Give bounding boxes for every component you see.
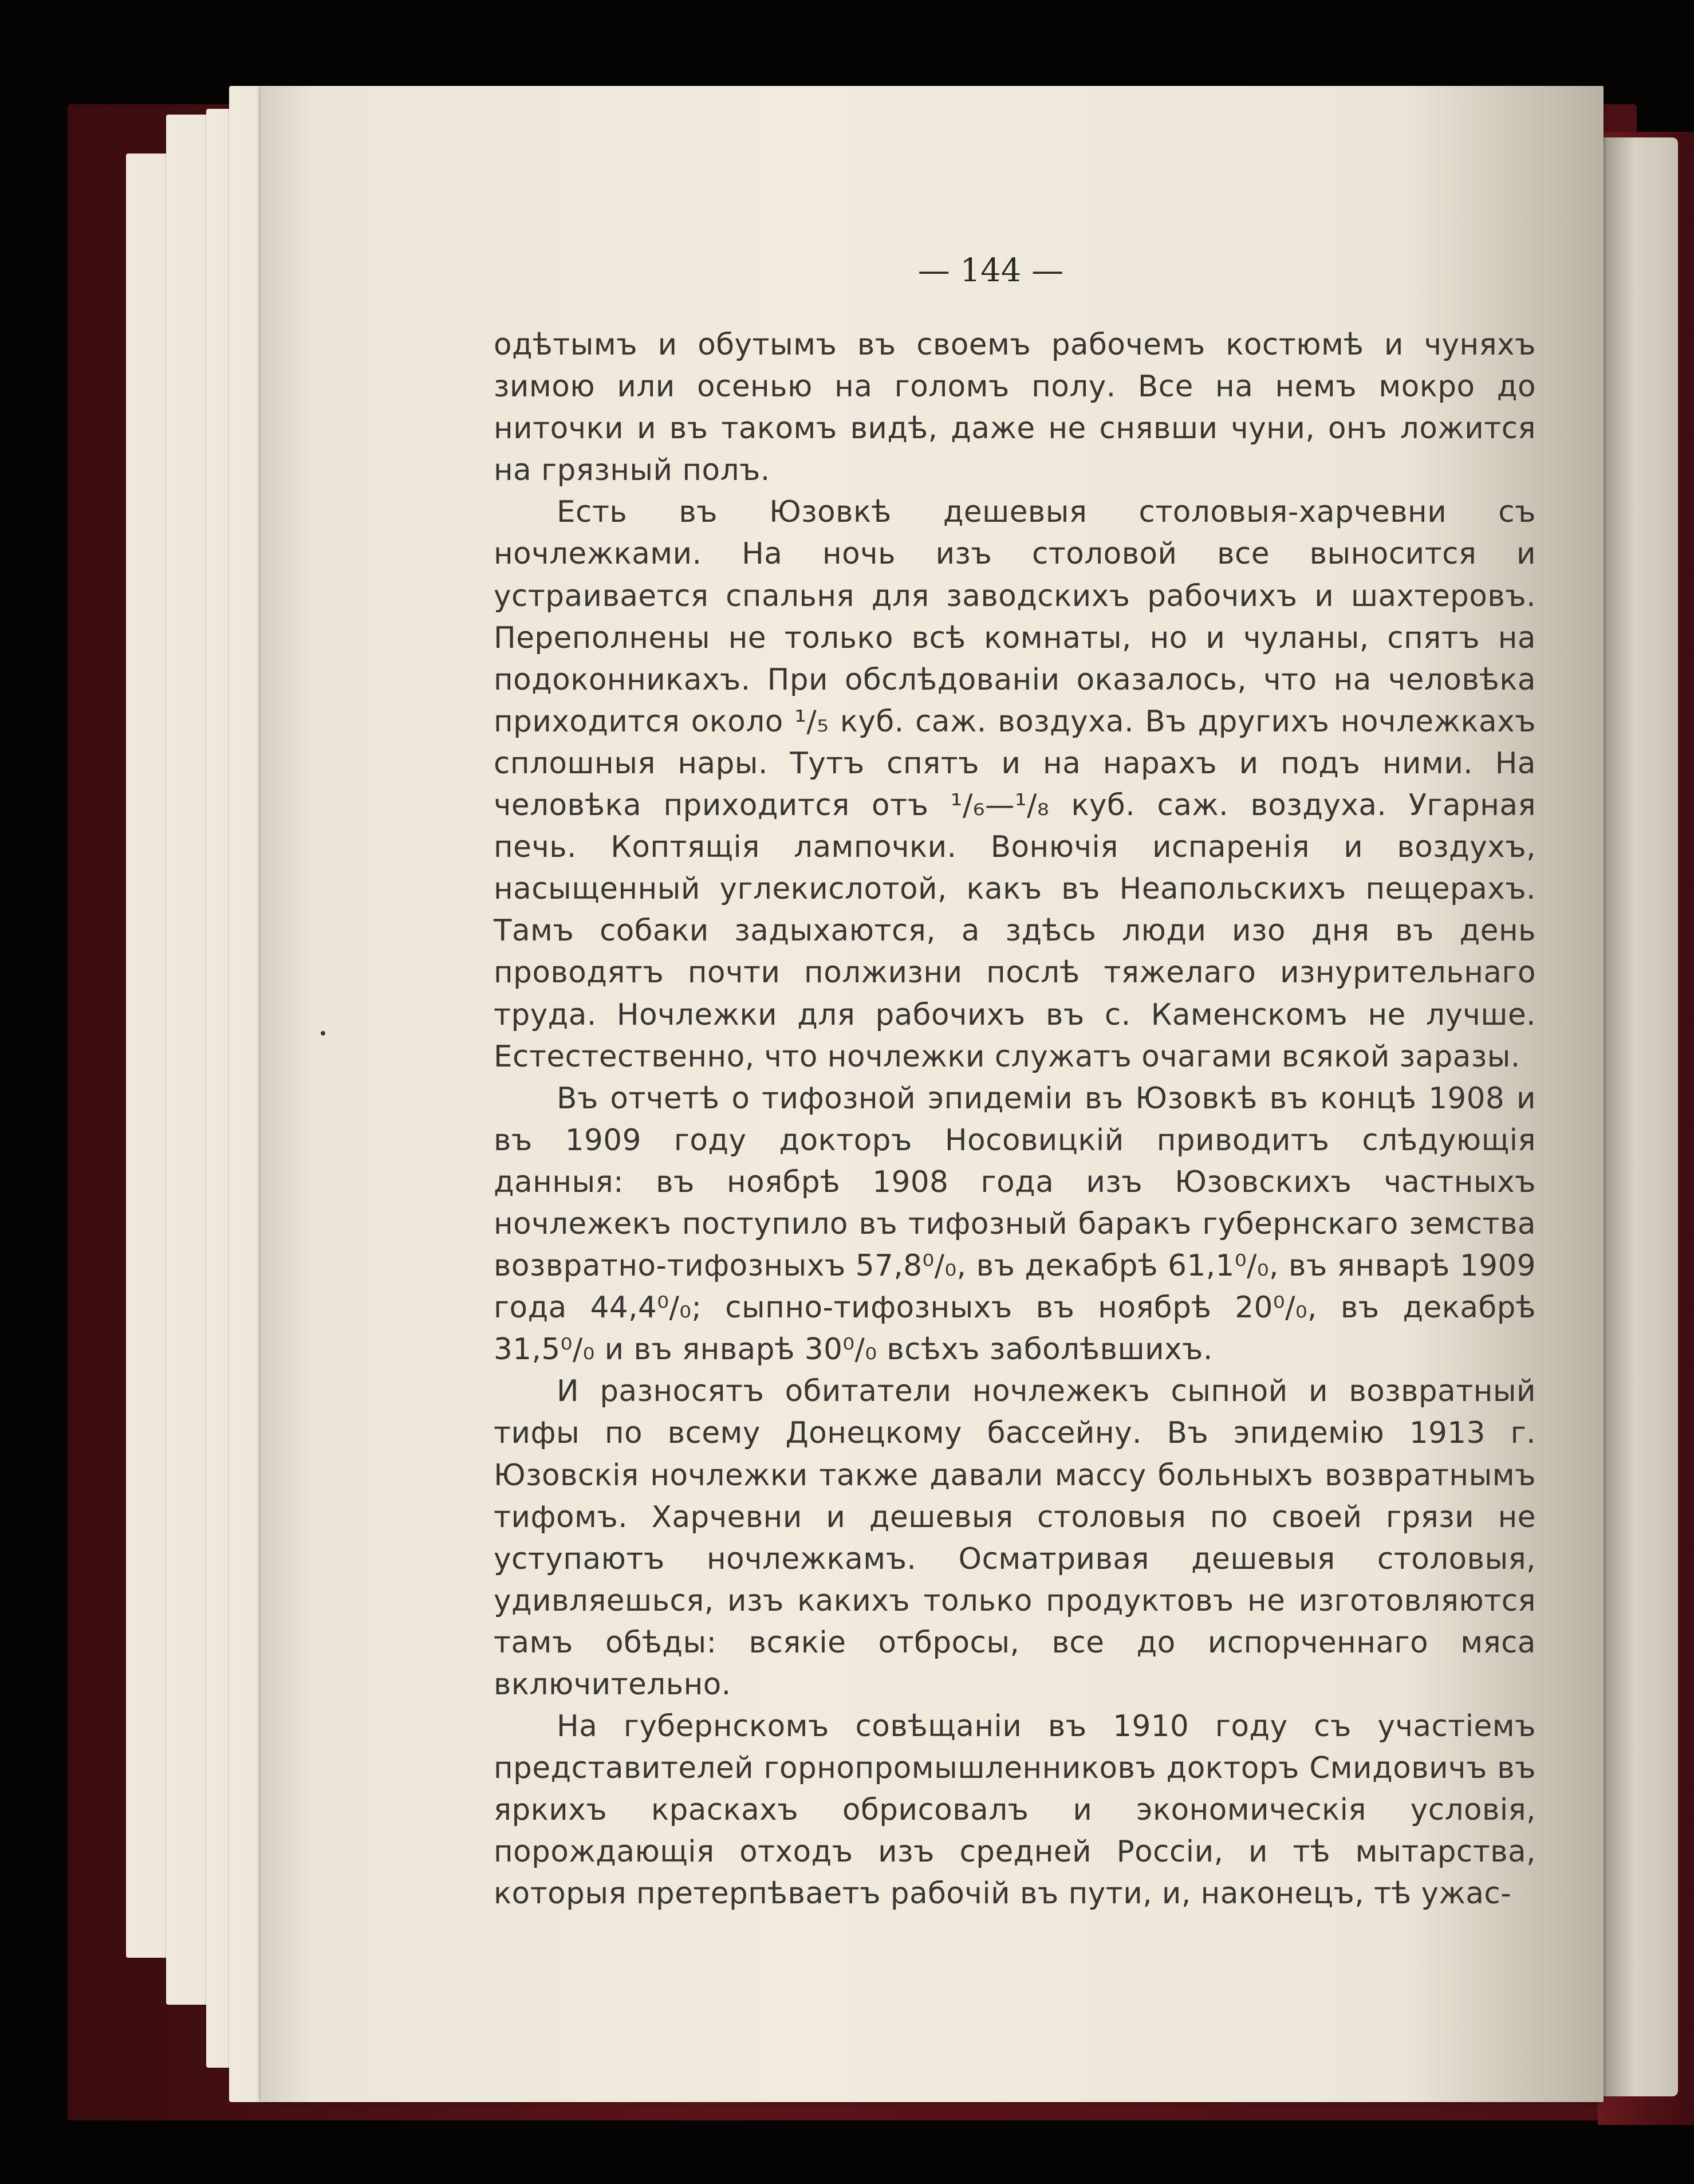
- paragraph: Въ отчетѣ о тифозной эпидеміи въ Юзовкѣ въ концѣ 1908 и въ 1909 году докторъ Носовицкій приводитъ слѣдующія данныя: въ ноябрѣ 1908 года изъ Юзовскихъ частныхъ ночлежекъ поступило въ тифозный баракъ губернскаго земства возвратно-тифозныхъ 57,8⁰/₀, въ декабрѣ 61,1⁰/₀, въ январѣ 1909 года 44,4⁰/₀; сыпно-тифозныхъ въ ноябрѣ 20⁰/₀, въ декабрѣ 31,5⁰/₀ и въ январѣ 30⁰/₀ всѣхъ заболѣвшихъ.: [494, 1081, 1536, 1367]
- paragraph: одѣтымъ и обутымъ въ своемъ рабочемъ костюмѣ и чуняхъ зимою или осенью на голомъ полу. Все на немъ мокро до ниточки и въ такомъ видѣ, даже не снявши чуни, онъ ложится на грязный полъ.: [494, 328, 1536, 488]
- ink-spot: [321, 1031, 325, 1036]
- paragraph: Есть въ Юзовкѣ дешевыя столовыя-харчевни съ ночлежками. На ночь изъ столовой все выносится и устраивается спальня для заводскихъ рабочихъ и шахтеровъ. Переполнены не только всѣ комнаты, но и чуланы, спятъ на подоконникахъ. При обслѣдованіи оказалось, что на человѣка приходится около ¹/₅ куб. саж. воздуха. Въ другихъ ночлежкахъ сплошныя нары. Тутъ спятъ и на нарахъ и подъ ними. На человѣка приходится отъ ¹/₆—¹/₈ куб. саж. воздуха. Угарная печь. Коптящія лампочки. Вонючія испаренія и воздухъ, насыщенный углекислотой, какъ въ Неапольскихъ пещерахъ. Тамъ собаки задыхаются, а здѣсь люди изо дня въ день проводятъ почти полжизни послѣ тяжелаго изнурительнаго труда. Ночлежки для рабочихъ въ с. Каменскомъ не лучше. Естестественно, что ночлежки служатъ очагами всякой заразы.: [494, 495, 1536, 1074]
- paragraph: На губернскомъ совѣщаніи въ 1910 году съ участіемъ представителей горнопромышленниковъ докторъ Смидовичъ въ яркихъ краскахъ обрисовалъ и экономическія условія, порождающія отходъ изъ средней Россіи, и тѣ мытарства, которыя претерпѣваетъ рабочій въ пути, и, наконецъ, тѣ ужас-: [494, 1709, 1536, 1911]
- page-number: — 144 —: [917, 252, 1064, 289]
- paragraph: И разносятъ обитатели ночлежекъ сыпной и возвратный тифы по всему Донецкому бассейну. Въ эпидемію 1913 г. Юзовскія ночлежки также давали массу больныхъ возвратнымъ тифомъ. Харчевни и дешевыя столовыя по своей грязи не уступаютъ ночлежкамъ. Осматривая дешевыя столовыя, удивляешься, изъ какихъ только продуктовъ не изготовляются тамъ обѣды: всякіе отбросы, все до испорченнаго мяса включительно.: [494, 1374, 1536, 1702]
- page-text: [494, 324, 1536, 1915]
- facing-page-edge: [1592, 137, 1678, 2096]
